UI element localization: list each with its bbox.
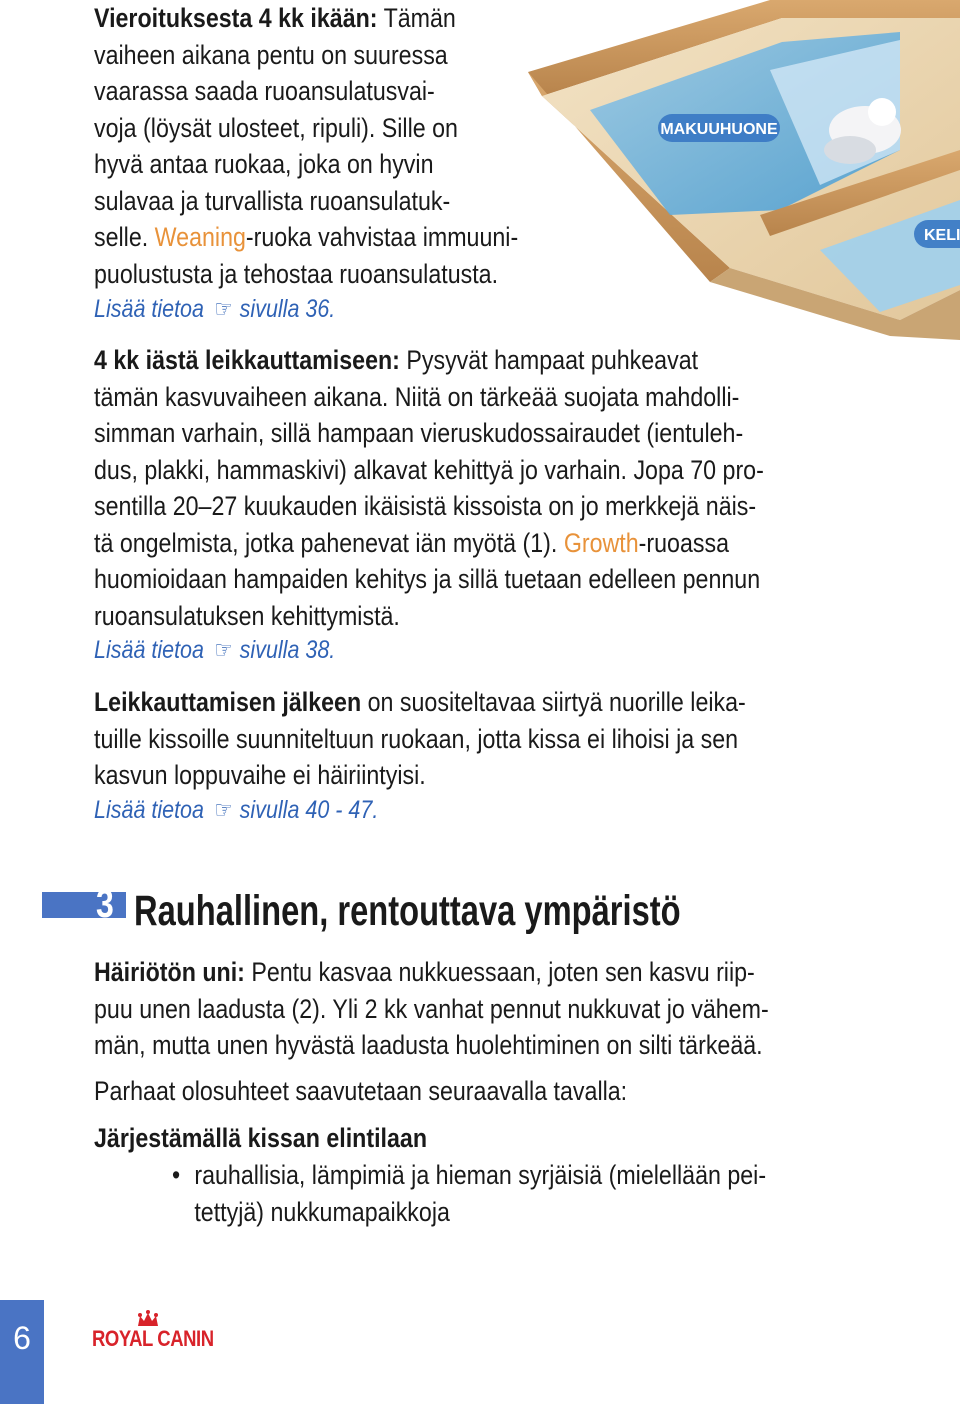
paragraph-line: puu unen laadusta (2). Yli 2 kk vanhat pennut nukkuvat jo vähem- <box>94 993 769 1024</box>
paragraph-line: Leikkauttamisen jälkeen on suositeltavaa siirtyä nuorille leika- <box>94 687 746 717</box>
paragraph-line: Parhaat olosuhteet saavutetaan seuraavalla tavalla: <box>94 1076 628 1106</box>
paragraph-after-neutering <box>94 684 746 794</box>
paragraph-line: män, mutta unen hyvästä laadusta huolehtiminen on silti tärkeää. <box>94 1030 763 1060</box>
paragraph-line: ruoansulatuksen kehittymistä. <box>94 600 400 631</box>
section-number: 3 <box>96 882 114 926</box>
paragraph-teeth <box>94 342 764 634</box>
pointing-hand-icon: ☞ <box>214 797 233 824</box>
paragraph-heading: Leikkauttamisen jälkeen <box>94 687 362 717</box>
paragraph-line: tä ongelmista, jotka pahenevat iän myötä (1). Growth-ruoassa <box>94 527 730 558</box>
subheading-text: Järjestämällä kissan elintilaan <box>94 1123 428 1153</box>
product-name: Growth <box>563 527 639 558</box>
paragraph-line: dus, plakki, hammaskivi) alkavat kehittyä jo varhain. Jopa 70 pro- <box>94 454 764 485</box>
paragraph-line: 4 kk iästä leikkauttamiseen: Pysyvät hampaat puhkeavat <box>94 345 699 375</box>
paragraph-line: huomioidaan hampaiden kehitys ja sillä tuetaan edelleen pennun <box>94 564 761 594</box>
paragraph-weaning <box>94 0 518 292</box>
paragraph-heading: Vieroituksesta 4 kk ikään: <box>94 3 378 33</box>
paragraph-heading: Häiriötön uni: <box>94 957 245 987</box>
more-info-link[interactable]: Lisää tietoa ☞ sivulla 38. <box>94 636 336 664</box>
product-name: Weaning <box>154 222 246 252</box>
subheading <box>94 1120 427 1157</box>
paragraph-line: Vieroituksesta 4 kk ikään: Tämän <box>94 3 456 33</box>
brand-name: ROYAL CANIN <box>92 1326 214 1351</box>
paragraph-line: Häiriötön uni: Pentu kasvaa nukkuessaan, joten sen kasvu riip- <box>94 957 755 987</box>
bullet-line: rauhallisia, lämpimiä ja hieman syrjäisiä (mielellään pei- <box>194 1160 767 1190</box>
paragraph-line: tuille kissoille suunniteltuun ruokaan, jotta kissa ei lihoisi ja sen <box>94 723 739 754</box>
paragraph-line: selle. Weaning-ruoka vahvistaa immuuni- <box>94 222 519 252</box>
paragraph-conditions <box>94 1073 627 1110</box>
paragraph-line: puolustusta ja tehostaa ruoansulatusta. <box>94 258 499 289</box>
paragraph-line: voja (löysät ulosteet, ripuli). Sille on <box>94 112 458 143</box>
paragraph-line: kasvun loppuvaihe ei häiriintyisi. <box>94 760 426 790</box>
paragraph-line: sentilla 20–27 kuukauden ikäisistä kissoista on jo merkkejä näis- <box>94 491 757 521</box>
brand-logo <box>92 1310 216 1354</box>
page-number: 6 <box>13 1320 31 1356</box>
house-cutaway-illustration <box>520 0 960 340</box>
section-title: Rauhallinen, rentouttava ympäristö <box>134 887 681 935</box>
bullet-icon: • <box>172 1160 181 1190</box>
paragraph-line: simman varhain, sillä hampaan vieruskudossairaudet (ientuleh- <box>94 418 744 448</box>
bullet-line: tettyjä) nukkumapaikkoja <box>194 1196 450 1227</box>
paragraph-line: hyvä antaa ruokaa, joka on hyvin <box>94 149 434 179</box>
paragraph-sleep <box>94 954 769 1064</box>
pointing-hand-icon: ☞ <box>214 296 233 323</box>
paragraph-heading: 4 kk iästä leikkauttamiseen: <box>94 345 400 375</box>
paragraph-line: sulavaa ja turvallista ruoansulatuk- <box>94 185 451 216</box>
more-info-link[interactable]: Lisää tietoa ☞ sivulla 36. <box>94 295 336 323</box>
paragraph-line: tämän kasvuvaiheen aikana. Niitä on tärkeää suojata mahdolli- <box>94 381 740 412</box>
paragraph-line: vaarassa saada ruoansulatusvai- <box>94 76 435 106</box>
paragraph-line: vaiheen aikana pentu on suuressa <box>94 39 448 70</box>
room-label-bedroom: MAKUUHUONE <box>660 121 778 138</box>
pointing-hand-icon: ☞ <box>214 637 233 664</box>
more-info-link[interactable]: Lisää tietoa ☞ sivulla 40 - 47. <box>94 796 379 824</box>
room-label-second: KELI <box>924 227 960 244</box>
